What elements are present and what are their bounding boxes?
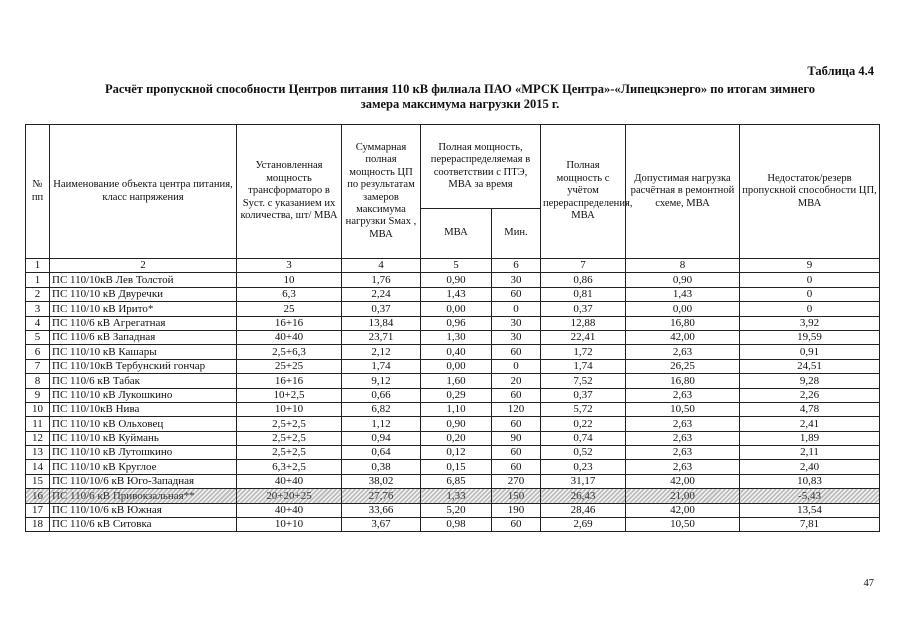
cell-installed-capacity: 20+20+25 (237, 489, 342, 503)
column-number: 8 (626, 259, 740, 273)
cell-deficit-reserve: 1,89 (740, 431, 880, 445)
cell-row-number: 5 (26, 330, 50, 344)
column-number: 9 (740, 259, 880, 273)
table-row (26, 374, 880, 388)
cell-deficit-reserve: 9,28 (740, 374, 880, 388)
cell-installed-capacity: 16+16 (237, 316, 342, 330)
cell-installed-capacity: 16+16 (237, 374, 342, 388)
cell-redistributed-minutes: 190 (492, 503, 541, 517)
cell-row-number: 1 (26, 273, 50, 287)
cell-total-power: 1,74 (342, 359, 421, 373)
cell-power-with-redistribution: 0,37 (541, 302, 626, 316)
cell-allowable-load: 0,90 (626, 273, 740, 287)
table-title-line-2: замера максимума нагрузки 2015 г. (360, 97, 560, 111)
cell-deficit-reserve: -5,43 (740, 489, 880, 503)
cell-total-power: 27,76 (342, 489, 421, 503)
cell-object-name: ПС 110/10/6 кВ Южная (50, 503, 237, 517)
cell-row-number: 14 (26, 460, 50, 474)
cell-power-with-redistribution: 0,37 (541, 388, 626, 402)
cell-deficit-reserve: 3,92 (740, 316, 880, 330)
cell-installed-capacity: 10+10 (237, 402, 342, 416)
header-redistributed-power: Полная мощность, перераспределяемая в соответствии с ПТЭ, МВА за время (421, 125, 541, 209)
cell-redistributed-mva: 1,10 (421, 402, 492, 416)
cell-object-name: ПС 110/6 кВ Агрегатная (50, 316, 237, 330)
cell-installed-capacity: 2,5+2,5 (237, 431, 342, 445)
cell-installed-capacity: 40+40 (237, 330, 342, 344)
cell-redistributed-mva: 0,98 (421, 518, 492, 532)
cell-redistributed-minutes: 270 (492, 474, 541, 488)
cell-allowable-load: 42,00 (626, 330, 740, 344)
cell-allowable-load: 16,80 (626, 316, 740, 330)
cell-object-name: ПС 110/10 кВ Круглое (50, 460, 237, 474)
table-row (26, 345, 880, 359)
cell-redistributed-minutes: 60 (492, 345, 541, 359)
cell-row-number: 17 (26, 503, 50, 517)
cell-row-number: 15 (26, 474, 50, 488)
cell-row-number: 4 (26, 316, 50, 330)
cell-redistributed-mva: 0,90 (421, 417, 492, 431)
cell-installed-capacity: 2,5+6,3 (237, 345, 342, 359)
cell-row-number: 10 (26, 402, 50, 416)
cell-allowable-load: 10,50 (626, 402, 740, 416)
cell-allowable-load: 2,63 (626, 388, 740, 402)
cell-object-name: ПС 110/6 кВ Привокзальная** (50, 489, 237, 503)
header-power-with-redistribution: Полная мощность с учётом перераспределения, МВА (541, 125, 626, 259)
table-row (26, 446, 880, 460)
cell-redistributed-mva: 0,40 (421, 345, 492, 359)
cell-redistributed-minutes: 60 (492, 460, 541, 474)
header-allowable-load: Допустимая нагрузка расчётная в ремонтной схеме, МВА (626, 125, 740, 259)
cell-row-number: 2 (26, 287, 50, 301)
cell-deficit-reserve: 2,26 (740, 388, 880, 402)
cell-total-power: 0,94 (342, 431, 421, 445)
cell-total-power: 3,67 (342, 518, 421, 532)
cell-power-with-redistribution: 0,86 (541, 273, 626, 287)
cell-installed-capacity: 10+10 (237, 518, 342, 532)
cell-object-name: ПС 110/10 кВ Лукошкино (50, 388, 237, 402)
cell-power-with-redistribution: 0,74 (541, 431, 626, 445)
cell-row-number: 11 (26, 417, 50, 431)
cell-total-power: 23,71 (342, 330, 421, 344)
cell-power-with-redistribution: 28,46 (541, 503, 626, 517)
cell-deficit-reserve: 7,81 (740, 518, 880, 532)
cell-redistributed-minutes: 0 (492, 302, 541, 316)
cell-redistributed-minutes: 30 (492, 316, 541, 330)
cell-redistributed-mva: 1,60 (421, 374, 492, 388)
cell-row-number: 16 (26, 489, 50, 503)
column-numbers-row (26, 259, 880, 273)
cell-allowable-load: 2,63 (626, 417, 740, 431)
cell-power-with-redistribution: 31,17 (541, 474, 626, 488)
cell-installed-capacity: 2,5+2,5 (237, 417, 342, 431)
cell-redistributed-mva: 0,29 (421, 388, 492, 402)
cell-row-number: 18 (26, 518, 50, 532)
cell-redistributed-mva: 1,33 (421, 489, 492, 503)
cell-redistributed-minutes: 20 (492, 374, 541, 388)
table-row (26, 474, 880, 488)
cell-object-name: ПС 110/6 кВ Западная (50, 330, 237, 344)
cell-object-name: ПС 110/10 кВ Ольховец (50, 417, 237, 431)
table-row (26, 460, 880, 474)
cell-deficit-reserve: 0 (740, 273, 880, 287)
cell-allowable-load: 2,63 (626, 460, 740, 474)
cell-power-with-redistribution: 1,74 (541, 359, 626, 373)
cell-object-name: ПС 110/10 кВ Ирито* (50, 302, 237, 316)
cell-allowable-load: 10,50 (626, 518, 740, 532)
cell-redistributed-mva: 0,90 (421, 273, 492, 287)
cell-object-name: ПС 110/6 кВ Табак (50, 374, 237, 388)
cell-power-with-redistribution: 22,41 (541, 330, 626, 344)
table-title (40, 82, 880, 112)
cell-power-with-redistribution: 1,72 (541, 345, 626, 359)
cell-deficit-reserve: 4,78 (740, 402, 880, 416)
table-title-line-1: Расчёт пропускной способности Центров питания 110 кВ филиала ПАО «МРСК Центра»-«Липецкэнерго» по итогам зимнего (105, 82, 815, 96)
cell-allowable-load: 2,63 (626, 431, 740, 445)
cell-redistributed-mva: 1,30 (421, 330, 492, 344)
cell-redistributed-minutes: 90 (492, 431, 541, 445)
header-deficit-reserve: Недостаток/резерв пропускной способности ЦП, МВА (740, 125, 880, 259)
column-number: 1 (26, 259, 50, 273)
header-number: № пп (26, 125, 50, 259)
cell-redistributed-minutes: 60 (492, 446, 541, 460)
cell-power-with-redistribution: 0,23 (541, 460, 626, 474)
cell-row-number: 8 (26, 374, 50, 388)
cell-total-power: 2,24 (342, 287, 421, 301)
cell-redistributed-mva: 0,00 (421, 359, 492, 373)
cell-deficit-reserve: 2,11 (740, 446, 880, 460)
cell-object-name: ПС 110/10кВ Нива (50, 402, 237, 416)
cell-allowable-load: 42,00 (626, 474, 740, 488)
cell-redistributed-minutes: 0 (492, 359, 541, 373)
capacity-table (25, 124, 880, 532)
cell-total-power: 1,76 (342, 273, 421, 287)
table-row (26, 388, 880, 402)
column-number: 2 (50, 259, 237, 273)
cell-total-power: 9,12 (342, 374, 421, 388)
cell-redistributed-minutes: 30 (492, 330, 541, 344)
table-row (26, 503, 880, 517)
table-row (26, 518, 880, 532)
cell-object-name: ПС 110/10 кВ Лутошкино (50, 446, 237, 460)
cell-installed-capacity: 6,3 (237, 287, 342, 301)
cell-allowable-load: 21,00 (626, 489, 740, 503)
cell-total-power: 13,84 (342, 316, 421, 330)
table-header (26, 125, 880, 259)
cell-total-power: 1,12 (342, 417, 421, 431)
cell-power-with-redistribution: 0,52 (541, 446, 626, 460)
cell-total-power: 0,37 (342, 302, 421, 316)
header-installed-capacity: Установленная мощность трансформаторо в Sуст. с указанием их количества, шт/ МВА (237, 125, 342, 259)
cell-row-number: 3 (26, 302, 50, 316)
header-minutes: Мин. (492, 209, 541, 259)
table-body (26, 259, 880, 532)
cell-redistributed-minutes: 60 (492, 287, 541, 301)
table-row (26, 330, 880, 344)
cell-deficit-reserve: 24,51 (740, 359, 880, 373)
cell-deficit-reserve: 0 (740, 287, 880, 301)
cell-installed-capacity: 40+40 (237, 474, 342, 488)
cell-deficit-reserve: 13,54 (740, 503, 880, 517)
cell-redistributed-mva: 5,20 (421, 503, 492, 517)
cell-total-power: 33,66 (342, 503, 421, 517)
table-row (26, 287, 880, 301)
cell-total-power: 0,38 (342, 460, 421, 474)
cell-allowable-load: 26,25 (626, 359, 740, 373)
cell-redistributed-minutes: 60 (492, 417, 541, 431)
cell-total-power: 0,64 (342, 446, 421, 460)
cell-power-with-redistribution: 5,72 (541, 402, 626, 416)
cell-redistributed-minutes: 60 (492, 388, 541, 402)
cell-installed-capacity: 2,5+2,5 (237, 446, 342, 460)
column-number: 3 (237, 259, 342, 273)
page-number: 47 (863, 578, 874, 589)
cell-power-with-redistribution: 12,88 (541, 316, 626, 330)
cell-redistributed-minutes: 150 (492, 489, 541, 503)
cell-allowable-load: 0,00 (626, 302, 740, 316)
cell-total-power: 0,66 (342, 388, 421, 402)
cell-redistributed-minutes: 120 (492, 402, 541, 416)
cell-allowable-load: 16,80 (626, 374, 740, 388)
cell-installed-capacity: 10+2,5 (237, 388, 342, 402)
cell-installed-capacity: 25+25 (237, 359, 342, 373)
cell-object-name: ПС 110/6 кВ Ситовка (50, 518, 237, 532)
cell-power-with-redistribution: 0,81 (541, 287, 626, 301)
table-row (26, 302, 880, 316)
cell-redistributed-mva: 0,96 (421, 316, 492, 330)
cell-deficit-reserve: 2,41 (740, 417, 880, 431)
table-row (26, 273, 880, 287)
cell-row-number: 6 (26, 345, 50, 359)
cell-deficit-reserve: 2,40 (740, 460, 880, 474)
cell-redistributed-mva: 0,20 (421, 431, 492, 445)
column-number: 5 (421, 259, 492, 273)
cell-installed-capacity: 40+40 (237, 503, 342, 517)
cell-allowable-load: 2,63 (626, 446, 740, 460)
cell-redistributed-mva: 0,15 (421, 460, 492, 474)
header-mva: МВА (421, 209, 492, 259)
cell-row-number: 12 (26, 431, 50, 445)
column-number: 4 (342, 259, 421, 273)
cell-deficit-reserve: 10,83 (740, 474, 880, 488)
header-object-name: Наименование объекта центра питания, класс напряжения (50, 125, 237, 259)
cell-power-with-redistribution: 0,22 (541, 417, 626, 431)
cell-redistributed-minutes: 60 (492, 518, 541, 532)
cell-redistributed-mva: 0,12 (421, 446, 492, 460)
column-number: 6 (492, 259, 541, 273)
cell-installed-capacity: 6,3+2,5 (237, 460, 342, 474)
cell-row-number: 7 (26, 359, 50, 373)
table-row (26, 359, 880, 373)
table-row (26, 417, 880, 431)
table-label: Таблица 4.4 (807, 64, 874, 78)
table-row (26, 316, 880, 330)
cell-total-power: 6,82 (342, 402, 421, 416)
table-row (26, 489, 880, 503)
cell-total-power: 38,02 (342, 474, 421, 488)
table-row (26, 431, 880, 445)
cell-total-power: 2,12 (342, 345, 421, 359)
cell-power-with-redistribution: 7,52 (541, 374, 626, 388)
cell-redistributed-mva: 0,00 (421, 302, 492, 316)
column-number: 7 (541, 259, 626, 273)
cell-deficit-reserve: 0 (740, 302, 880, 316)
cell-object-name: ПС 110/10кВ Тербунский гончар (50, 359, 237, 373)
cell-object-name: ПС 110/10 кВ Кашары (50, 345, 237, 359)
cell-allowable-load: 42,00 (626, 503, 740, 517)
cell-row-number: 9 (26, 388, 50, 402)
cell-allowable-load: 1,43 (626, 287, 740, 301)
cell-installed-capacity: 25 (237, 302, 342, 316)
cell-redistributed-minutes: 30 (492, 273, 541, 287)
cell-object-name: ПС 110/10/6 кВ Юго-Западная (50, 474, 237, 488)
cell-object-name: ПС 110/10 кВ Двуречки (50, 287, 237, 301)
table-row (26, 402, 880, 416)
cell-object-name: ПС 110/10 кВ Куймань (50, 431, 237, 445)
cell-redistributed-mva: 6,85 (421, 474, 492, 488)
cell-installed-capacity: 10 (237, 273, 342, 287)
cell-power-with-redistribution: 2,69 (541, 518, 626, 532)
cell-object-name: ПС 110/10кВ Лев Толстой (50, 273, 237, 287)
cell-deficit-reserve: 0,91 (740, 345, 880, 359)
cell-deficit-reserve: 19,59 (740, 330, 880, 344)
cell-redistributed-mva: 1,43 (421, 287, 492, 301)
cell-power-with-redistribution: 26,43 (541, 489, 626, 503)
cell-row-number: 13 (26, 446, 50, 460)
header-total-power: Суммарная полная мощность ЦП по результатам замеров максимума нагрузки Sмах , МВА (342, 125, 421, 259)
cell-allowable-load: 2,63 (626, 345, 740, 359)
